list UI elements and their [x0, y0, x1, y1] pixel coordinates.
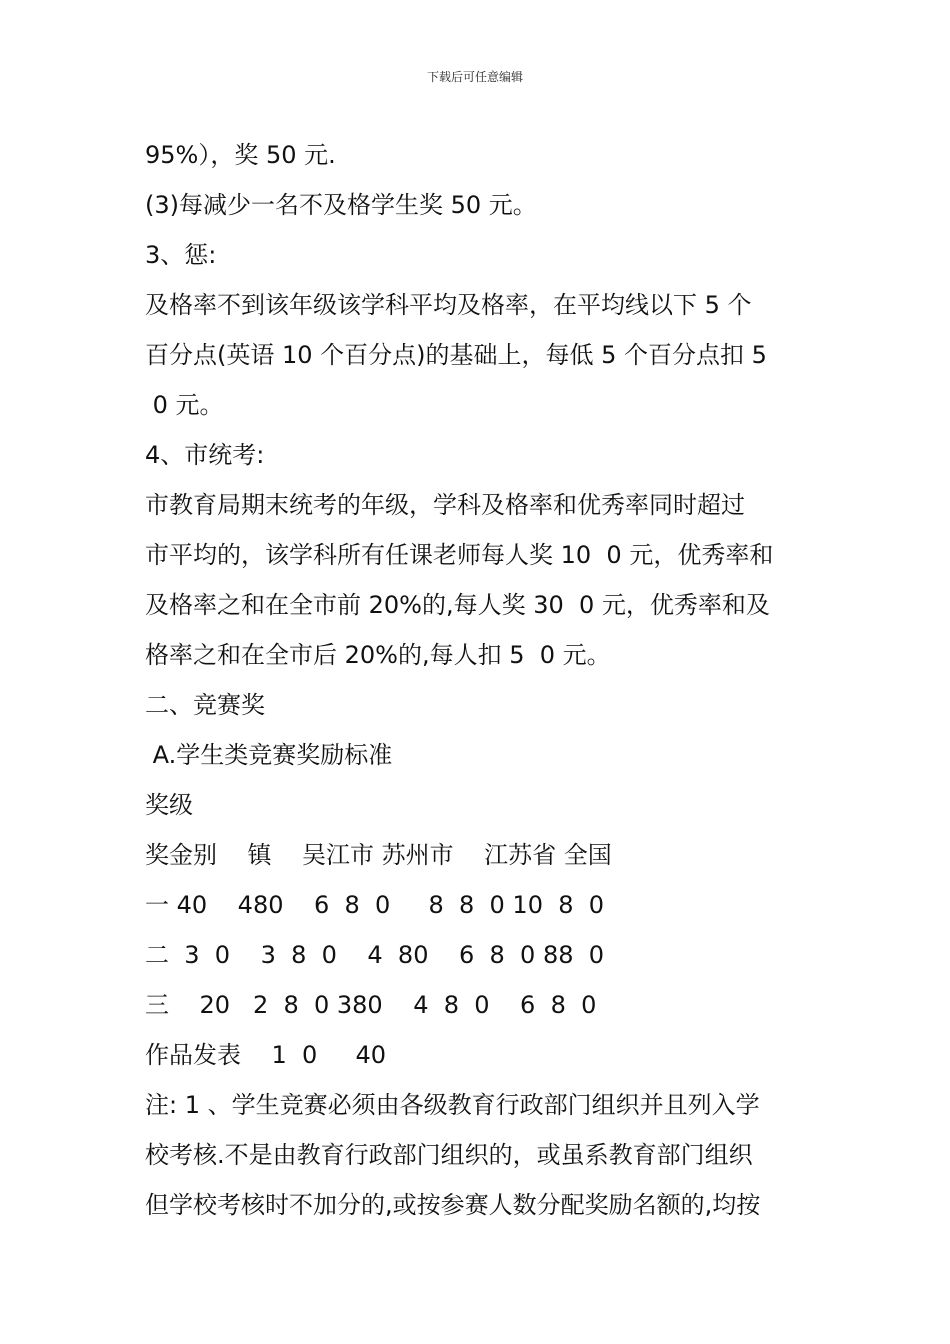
paragraph-line: 格率之和在全市后 20%的,每人扣 5 0 元。	[145, 641, 611, 669]
paragraph-line: 及格率不到该年级该学科平均及格率，在平均线以下 5 个	[145, 291, 752, 319]
table-header-line: 奖金别 镇 吴江市 苏州市 江苏省 全国	[145, 841, 612, 869]
page-header: 下载后可任意编辑	[426, 70, 523, 84]
table-row: 二 3 0 3 8 0 4 80 6 8 0 88 0	[145, 941, 605, 969]
table-header-line: 奖级	[145, 791, 193, 819]
paragraph-line: 95%），奖 50 元.	[145, 141, 336, 169]
paragraph-line: 百分点(英语 10 个百分点)的基础上，每低 5 个百分点扣 5	[145, 341, 767, 369]
note-line: 校考核.不是由教育行政部门组织的，或虽系教育部门组织	[145, 1141, 753, 1169]
section-heading: 4、市统考:	[145, 441, 265, 469]
paragraph-line: 及格率之和在全市前 20%的,每人奖 30 0 元，优秀率和及	[145, 591, 770, 619]
note-line: 但学校考核时不加分的,或按参赛人数分配奖励名额的,均按	[145, 1191, 761, 1219]
table-row: 作品发表 1 0 40	[145, 1041, 386, 1069]
table-row: 一 40 480 6 8 0 8 8 0 10 8 0	[145, 891, 605, 919]
document-body	[145, 130, 825, 1230]
paragraph-line: 市教育局期末统考的年级，学科及格率和优秀率同时超过	[145, 491, 745, 519]
note-line: 注: 1 、学生竞赛必须由各级教育行政部门组织并且列入学	[145, 1091, 760, 1119]
subsection-heading: A.学生类竞赛奖励标准	[145, 741, 393, 769]
paragraph-line: 市平均的，该学科所有任课老师每人奖 10 0 元，优秀率和	[145, 541, 774, 569]
section-heading: 3、惩:	[145, 241, 217, 269]
paragraph-line: (3)每减少一名不及格学生奖 50 元。	[145, 191, 537, 219]
table-row: 三 20 2 8 0 380 4 8 0 6 8 0	[145, 991, 597, 1019]
paragraph-line: 0 元。	[145, 391, 224, 419]
section-heading: 二、竞赛奖	[145, 691, 265, 719]
